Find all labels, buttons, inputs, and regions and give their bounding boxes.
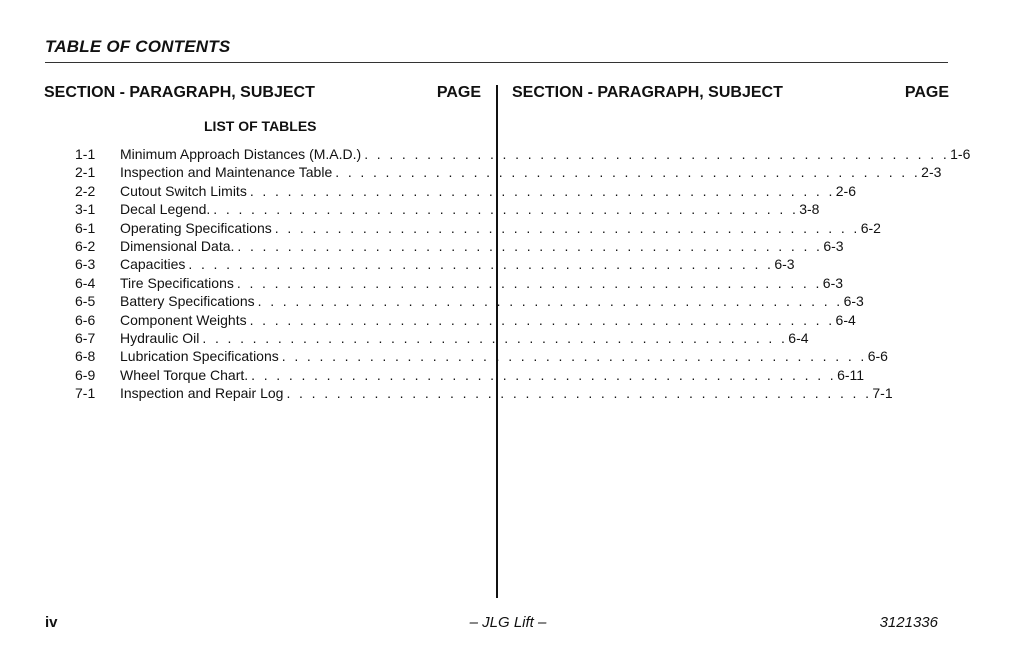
toc-dot-leader: . . . . . . . . . . . . . . . . . . . . . . . . . . . . . . . . . . . . . . . . . . . . . . . xyxy=(213,201,799,218)
toc-entry-page: 6-11 xyxy=(837,366,865,383)
toc-entry-page: 6-3 xyxy=(822,274,844,291)
toc-entry-title: Inspection and Repair Log xyxy=(120,385,284,402)
toc-entry xyxy=(75,347,888,365)
toc-entry-title: Decal Legend. xyxy=(120,201,211,218)
toc-entry-number: 6-7 xyxy=(75,329,96,346)
footer-page-number: iv xyxy=(45,614,58,631)
toc-entry-number: 3-1 xyxy=(75,201,96,218)
toc-dot-leader: . . . . . . . . . . . . . . . . . . . . . . . . . . . . . . . . . . . . . . . . . . . . . . . xyxy=(188,256,774,273)
toc-entry-page: 2-6 xyxy=(835,182,856,199)
toc-entry-number: 6-5 xyxy=(75,293,96,310)
toc-entry-page: 6-3 xyxy=(823,237,844,254)
toc-dot-leader: . . . . . . . . . . . . . . . . . . . . . . . . . . . . . . . . . . . . . . . . . . . . . . . xyxy=(202,329,788,346)
toc-entry xyxy=(75,255,795,273)
toc-dot-leader: . . . . . . . . . . . . . . . . . . . . . . . . . . . . . . . . . . . . . . . . . . . . . . . xyxy=(249,182,835,199)
toc-entry xyxy=(75,274,844,292)
toc-dot-leader: . . . . . . . . . . . . . . . . . . . . . . . . . . . . . . . . . . . . . . . . . . . . . . . xyxy=(364,146,950,162)
toc-entry-number: 6-9 xyxy=(75,366,96,383)
toc-entry-number: 6-4 xyxy=(75,274,96,291)
toc-entry xyxy=(75,200,820,218)
toc-entry-number: 6-1 xyxy=(75,219,96,236)
table-of-contents-list xyxy=(75,145,971,402)
toc-dot-leader: . . . . . . . . . . . . . . . . . . . . . . . . . . . . . . . . . . . . . . . . . . . . . . . xyxy=(335,164,921,181)
footer-center-text: – JLG Lift – xyxy=(469,614,547,631)
page-title: TABLE OF CONTENTS xyxy=(45,37,231,56)
toc-entry xyxy=(75,311,856,329)
toc-entry-page: 2-3 xyxy=(921,164,942,181)
toc-entry-page: 7-1 xyxy=(872,385,893,402)
right-header-subject: SECTION - PARAGRAPH, SUBJECT xyxy=(512,84,783,101)
toc-dot-leader: . . . . . . . . . . . . . . . . . . . . . . . . . . . . . . . . . . . . . . . . . . . . . . . xyxy=(237,237,823,254)
right-column-header xyxy=(512,84,949,102)
toc-entry-title: Component Weights xyxy=(120,311,247,328)
toc-entry xyxy=(75,292,864,310)
toc-entry-title: Dimensional Data. xyxy=(120,237,235,254)
toc-entry-page: 6-4 xyxy=(835,311,856,328)
toc-entry-number: 2-2 xyxy=(75,182,96,199)
toc-entry xyxy=(75,366,865,384)
toc-entry xyxy=(75,145,971,163)
list-of-tables-heading: LIST OF TABLES xyxy=(204,118,317,134)
toc-entry-page: 6-3 xyxy=(843,293,864,310)
toc-entry-page: 6-2 xyxy=(860,219,881,236)
toc-entry xyxy=(75,384,893,402)
toc-dot-leader: . . . . . . . . . . . . . . . . . . . . . . . . . . . . . . . . . . . . . . . . . . . . . . . xyxy=(249,311,835,328)
toc-entry-title: Hydraulic Oil xyxy=(120,329,200,346)
toc-dot-leader: . . . . . . . . . . . . . . . . . . . . . . . . . . . . . . . . . . . . . . . . . . . . . . . xyxy=(251,366,837,383)
toc-dot-leader: . . . . . . . . . . . . . . . . . . . . . . . . . . . . . . . . . . . . . . . . . . . . . . . xyxy=(286,385,872,402)
toc-entry-title: Tire Specifications xyxy=(120,274,234,291)
toc-entry-number: 6-3 xyxy=(75,256,96,273)
toc-dot-leader: . . . . . . . . . . . . . . . . . . . . . . . . . . . . . . . . . . . . . . . . . . . . . . . xyxy=(236,274,822,291)
toc-entry-number: 7-1 xyxy=(75,385,96,402)
toc-entry-number: 6-8 xyxy=(75,348,96,365)
toc-entry-page: 1-6 xyxy=(950,146,971,162)
toc-entry xyxy=(75,329,809,347)
toc-entry-page: 6-4 xyxy=(788,329,809,346)
toc-entry xyxy=(75,182,856,200)
toc-entry-title: Minimum Approach Distances (M.A.D.) xyxy=(120,146,362,162)
toc-entry-number: 1-1 xyxy=(75,146,96,162)
toc-entry-number: 6-2 xyxy=(75,237,96,254)
toc-dot-leader: . . . . . . . . . . . . . . . . . . . . . . . . . . . . . . . . . . . . . . . . . . . . . . . xyxy=(257,293,843,310)
toc-dot-leader: . . . . . . . . . . . . . . . . . . . . . . . . . . . . . . . . . . . . . . . . . . . . . . . xyxy=(281,348,867,365)
toc-dot-leader: . . . . . . . . . . . . . . . . . . . . . . . . . . . . . . . . . . . . . . . . . . . . . . . xyxy=(274,219,860,236)
toc-entry-title: Inspection and Maintenance Table xyxy=(120,164,333,181)
title-rule xyxy=(45,62,948,63)
right-header-page: PAGE xyxy=(904,84,949,101)
toc-entry-title: Capacities xyxy=(120,256,186,273)
toc-entry xyxy=(75,237,844,255)
toc-entry-number: 2-1 xyxy=(75,164,96,181)
toc-entry-page: 3-8 xyxy=(799,201,820,218)
toc-entry xyxy=(75,219,881,237)
toc-entry-title: Lubrication Specifications xyxy=(120,348,279,365)
toc-entry-title: Battery Specifications xyxy=(120,293,255,310)
left-header-subject: SECTION - PARAGRAPH, SUBJECT xyxy=(44,84,315,101)
toc-entry-title: Operating Specifications xyxy=(120,219,272,236)
toc-entry-number: 6-6 xyxy=(75,311,96,328)
toc-entry-page: 6-6 xyxy=(867,348,888,365)
footer-doc-number: 3121336 xyxy=(879,614,938,631)
toc-entry-title: Wheel Torque Chart. xyxy=(120,366,249,383)
left-header-page: PAGE xyxy=(436,84,481,101)
left-column-header xyxy=(44,84,481,102)
toc-entry xyxy=(75,163,942,181)
toc-entry-page: 6-3 xyxy=(774,256,795,273)
toc-entry-title: Cutout Switch Limits xyxy=(120,182,247,199)
